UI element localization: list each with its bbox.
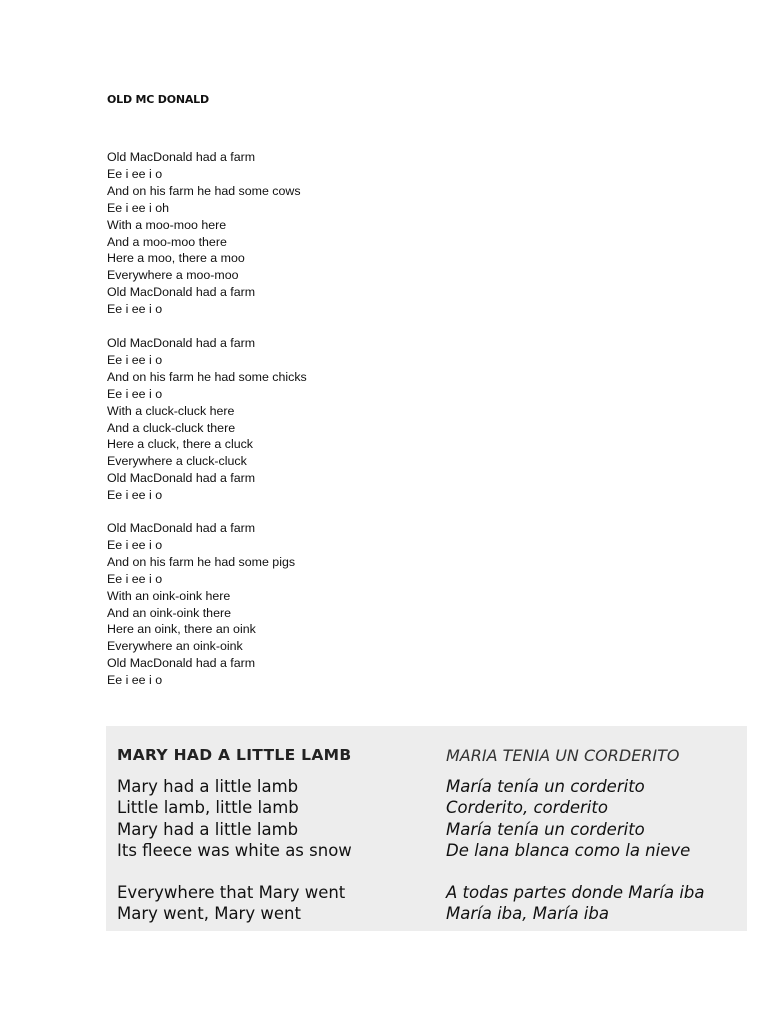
verse-line: Ee i ee i o — [107, 302, 163, 317]
lyric-line: A todas partes donde María iba — [446, 883, 705, 902]
verse-line: Here an oink, there an oink — [107, 622, 256, 637]
verse-line: And a cluck-cluck there — [107, 420, 236, 435]
verse-cows — [107, 149, 301, 318]
mary-lamb-table — [106, 726, 747, 931]
verse-line: Old MacDonald had a farm — [107, 521, 256, 535]
verse-line: Ee i ee i o — [107, 166, 163, 181]
verse-line: Ee i ee i o — [107, 352, 163, 367]
english-stanza-1 — [117, 776, 352, 861]
verse-line: With a cluck-cluck here — [107, 403, 235, 418]
verse-line: Here a moo, there a moo — [107, 251, 245, 266]
verse-line: Everywhere an oink-oink — [107, 639, 243, 654]
verse-line: Ee i ee i oh — [107, 200, 169, 215]
english-stanza-2 — [117, 882, 345, 925]
verse-line: Ee i ee i o — [107, 488, 163, 503]
verse-line: Old MacDonald had a farm — [107, 285, 256, 300]
verse-line: Ee i ee i o — [107, 386, 163, 401]
lyric-line: De lana blanca como la nieve — [446, 840, 691, 860]
spanish-stanza-1 — [446, 776, 690, 861]
english-song-title: MARY HAD A LITTLE LAMB — [117, 746, 352, 764]
lyric-line: Everywhere that Mary went — [117, 883, 346, 902]
lyric-line: María tenía un corderito — [446, 819, 645, 839]
spanish-stanza-2 — [446, 882, 705, 925]
verse-pigs — [107, 520, 295, 689]
verse-line: Ee i ee i o — [107, 673, 163, 688]
page-title: OLD MC DONALD — [107, 93, 209, 106]
verse-line: Ee i ee i o — [107, 537, 163, 552]
verse-line: Here a cluck, there a cluck — [107, 437, 253, 452]
spanish-song-title: MARIA TENIA UN CORDERITO — [446, 746, 680, 765]
lyric-line: Little lamb, little lamb — [117, 798, 299, 818]
lyric-line: María tenía un corderito — [446, 777, 645, 796]
verse-line: Old MacDonald had a farm — [107, 336, 256, 350]
verse-line: Old MacDonald had a farm — [107, 656, 256, 671]
verse-line: Ee i ee i o — [107, 571, 163, 586]
verse-line: Old MacDonald had a farm — [107, 150, 256, 164]
verse-chicks — [107, 335, 307, 504]
lyric-line: Corderito, corderito — [446, 798, 608, 818]
verse-line: And a moo-moo there — [107, 234, 227, 249]
lyric-line: Mary had a little lamb — [117, 777, 299, 796]
verse-line: Everywhere a moo-moo — [107, 268, 239, 283]
lyric-line: María iba, María iba — [446, 904, 609, 924]
verse-line: And on his farm he had some chicks — [107, 369, 307, 384]
verse-line: And on his farm he had some pigs — [107, 554, 296, 569]
verse-line: Old MacDonald had a farm — [107, 471, 256, 486]
verse-line: And on his farm he had some cows — [107, 183, 301, 198]
lyric-line: Its fleece was white as snow — [117, 840, 352, 860]
verse-line: Everywhere a cluck-cluck — [107, 454, 247, 469]
lyric-line: Mary had a little lamb — [117, 819, 299, 839]
verse-line: With an oink-oink here — [107, 588, 231, 603]
verse-line: With a moo-moo here — [107, 217, 227, 232]
verse-line: And an oink-oink there — [107, 605, 231, 620]
lyric-line: Mary went, Mary went — [117, 904, 301, 924]
